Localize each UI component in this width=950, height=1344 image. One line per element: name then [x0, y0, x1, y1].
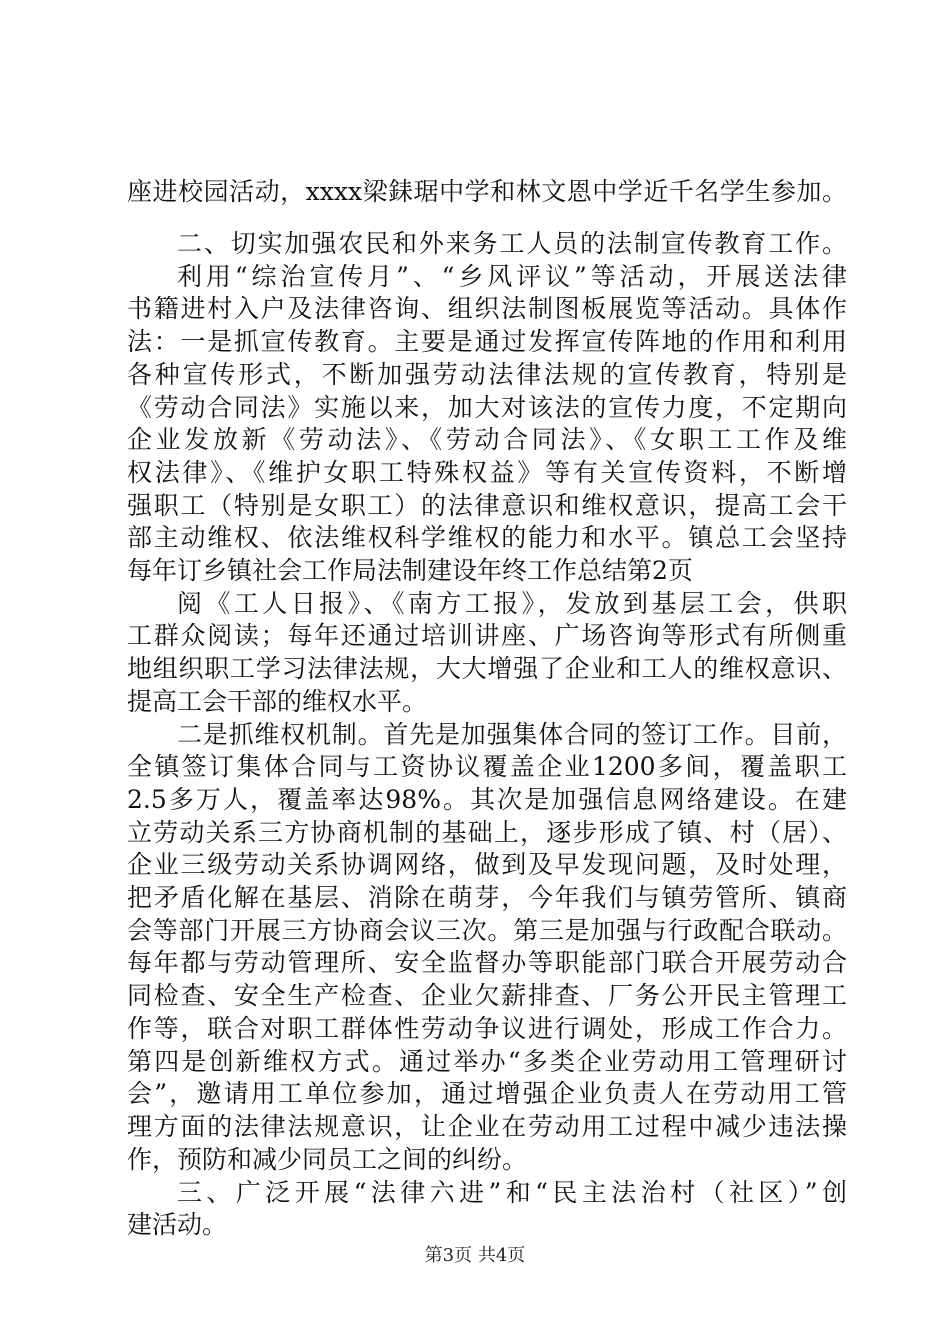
text-line: 《劳动合同法》实施以来，加大对该法的宣传力度，不定期向: [127, 393, 847, 422]
text-line: 每年都与劳动管理所、安全监督办等职能部门联合开展劳动合: [127, 948, 847, 977]
text-line: 立劳动关系三方协商机制的基础上，逐步形成了镇、村（居）、: [127, 818, 847, 847]
section-heading-2: 二、切实加强农民和外来务工人员的法制宣传教育工作。: [177, 229, 847, 258]
text-line: 作，预防和减少同员工之间的纠纷。: [127, 1145, 528, 1174]
text-line: 法：一是抓宣传教育。主要是通过发挥宣传阵地的作用和利用: [127, 327, 847, 356]
text-line: 二是抓维权机制。首先是加强集体合同的签订工作。目前，: [177, 720, 847, 749]
text-line: 第四是创新维权方式。通过举办“多类企业劳动用工管理研讨: [127, 1047, 847, 1076]
text-line: 利用“综治宣传月”、“乡风评议”等活动，开展送法律: [177, 262, 847, 291]
text-line: 座进校园活动，xxxx梁銇琚中学和林文恩中学近千名学生参加。: [127, 177, 847, 206]
text-line: 工群众阅读；每年还通过培训讲座、广场咨询等形式有所侧重: [127, 621, 847, 650]
text-line: 作等，联合对职工群体性劳动争议进行调处，形成工作合力。: [127, 1014, 847, 1043]
text-line: 会等部门开展三方协商会议三次。第三是加强与行政配合联动。: [127, 916, 847, 945]
text-line: 部主动维权、依法维权科学维权的能力和水平。镇总工会坚持: [127, 523, 847, 552]
text-line: 同检查、安全生产检查、企业欠薪排查、厂务公开民主管理工: [127, 981, 847, 1010]
text-line: 各种宣传形式，不断加强劳动法律法规的宣传教育，特别是: [127, 360, 847, 389]
text-line: 权法律》、《维护女职工特殊权益》等有关宣传资料，不断增: [127, 458, 847, 487]
page-number-footer: 第3页 共4页: [424, 1245, 526, 1266]
text-line: 强职工（特别是女职工）的法律意识和维权意识，提高工会干: [127, 491, 847, 520]
text-line: 把矛盾化解在基层、消除在萌芽，今年我们与镇劳管所、镇商: [127, 883, 847, 912]
text-line: 2.5多万人，覆盖率达98%。其次是加强信息网络建设。在建: [127, 785, 847, 814]
text-line: 每年订乡镇社会工作局法制建设年终工作总结第2页: [127, 556, 693, 585]
text-line: 阅《工人日报》、《南方工报》，发放到基层工会，供职: [177, 589, 847, 618]
text-line: 提高工会干部的维权水平。: [127, 687, 428, 716]
text-line: 建活动。: [127, 1210, 228, 1239]
text-line: 地组织职工学习法律法规，大大增强了企业和工人的维权意识、: [127, 654, 847, 683]
text-line: 会”，邀请用工单位参加，通过增强企业负责人在劳动用工管: [127, 1079, 847, 1108]
text-line: 书籍进村入户及法律咨询、组织法制图板展览等活动。具体作: [127, 294, 847, 323]
section-heading-3: 三、广泛开展“法律六进”和“民主法治村（社区）”创: [177, 1178, 847, 1207]
text-line: 全镇签订集体合同与工资协议覆盖企业1200多间，覆盖职工: [127, 752, 847, 781]
text-line: 理方面的法律法规意识，让企业在劳动用工过程中减少违法操: [127, 1112, 847, 1141]
text-line: 企业发放新《劳动法》、《劳动合同法》、《女职工工作及维: [127, 425, 847, 454]
text-line: 企业三级劳动关系协调网络，做到及早发现问题，及时处理，: [127, 850, 847, 879]
